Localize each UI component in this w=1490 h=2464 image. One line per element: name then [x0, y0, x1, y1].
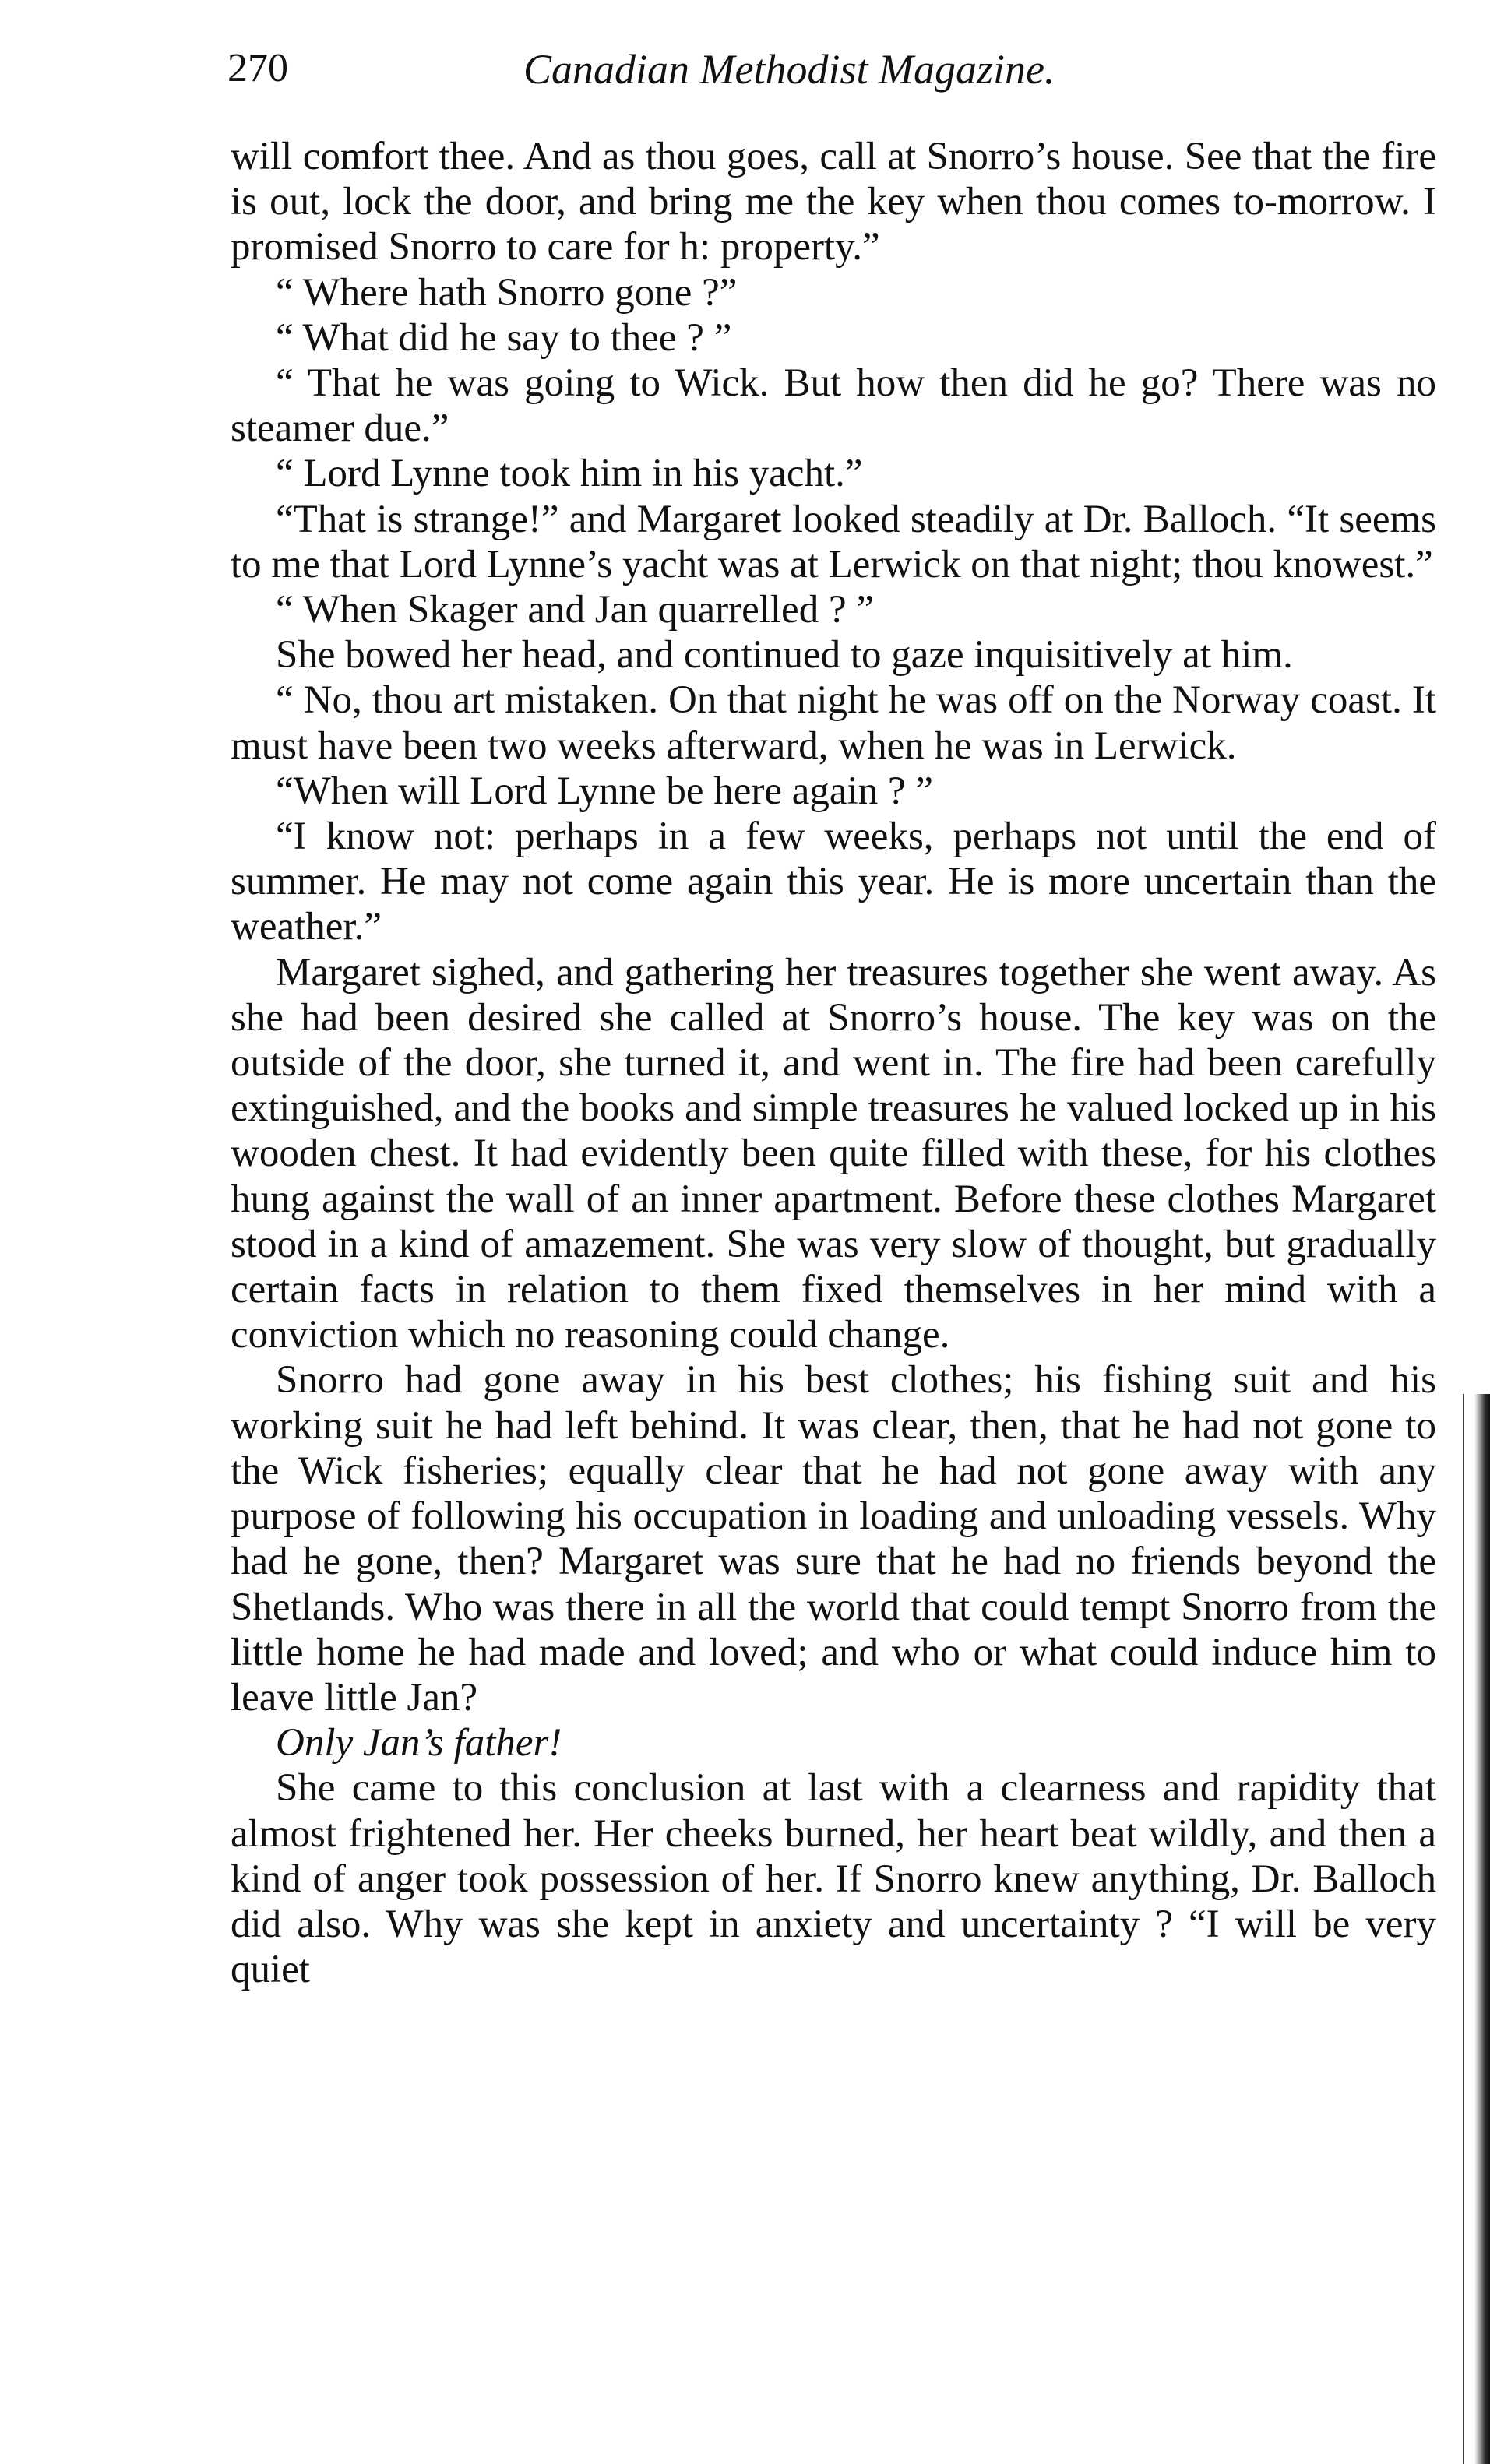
paragraph: She came to this conclusion at last with a clearness and rapidity that almost frightened her. Her cheeks burned, her heart beat wildly, and then a kind of anger took possession of her. If Snorro knew anything, Dr. Balloch did also. Why was she kept in anxiety and uncertainty ? “I will be very quiet — [231, 1766, 1436, 1992]
paragraph: “ What did he say to thee ? ” — [276, 315, 732, 360]
paragraph: “ No, thou art mistaken. On that night he was off on the Norway coast. It must have been two weeks afterward, when he was in Lerwick. — [231, 678, 1436, 768]
page-number: 270 — [227, 46, 288, 90]
paragraph: “When will Lord Lynne be here again ? ” — [276, 769, 933, 813]
paragraph: Snorro had gone away in his best clothes; his fishing suit and his working suit he had left behind. It was clear, then, that he had not gone to the Wick fisheries; equally clear that he had not gone away with any purpose of following his occupation in loading and unloading vessels. Why had he gone, then? Margaret was sure that he had no friends beyond the Shetlands. Who was there in all the world that could tempt Snorro from the little home he had made and loved; and who or what could induce him to leave little Jan? — [231, 1358, 1436, 1720]
paragraph: “That is strange!” and Margaret looked steadily at Dr. Balloch. “It seems to me that Lord Lynne’s yacht was at Lerwick on that night; thou knowest.” — [231, 497, 1436, 586]
page-edge-line — [1463, 1394, 1464, 2464]
paragraph: She bowed her head, and continued to gaze inquisitively at him. — [276, 633, 1293, 678]
paragraph: Margaret sighed, and gathering her treasures together she went away. As she had been desired she called at Snorro’s house. The key was on the outside of the door, she turned it, and went in. The fire had been carefully extinguished, and the books and simple treasures he valued locked up in his wooden chest. It had evidently been quite filled with these, for his clothes hung against the wall of an inner apartment. Before these clothes Margaret stood in a kind of amazement. She was very slow of thought, but gradually certain facts in relation to them fixed themselves in her mind with a conviction which no reasoning could change. — [231, 950, 1436, 1357]
running-title: Canadian Methodist Magazine. — [523, 46, 1055, 93]
paragraph: “I know not: perhaps in a few weeks, perhaps not until the end of summer. He may not come again this year. He is more uncertain than the weather.” — [231, 815, 1436, 949]
paragraph: “ That he was going to Wick. But how then did he go? There was no steamer due.” — [231, 361, 1436, 451]
paragraph: “ When Skager and Jan quarrelled ? ” — [276, 588, 874, 632]
page-edge-shadow — [1474, 1394, 1490, 2464]
body-text — [231, 134, 1436, 1992]
page-header — [227, 45, 1442, 115]
paragraph: “ Lord Lynne took him in his yacht.” — [276, 452, 863, 496]
paragraph: Only Jan’s father! — [276, 1721, 562, 1765]
paragraph: will comfort thee. And as thou goes, call at Snorro’s house. See that the fire is out, lock the door, and bring me the key when thou comes to-morrow. I promised Snorro to care for h: property.” — [231, 135, 1436, 269]
paragraph: “ Where hath Snorro gone ?” — [276, 270, 738, 315]
